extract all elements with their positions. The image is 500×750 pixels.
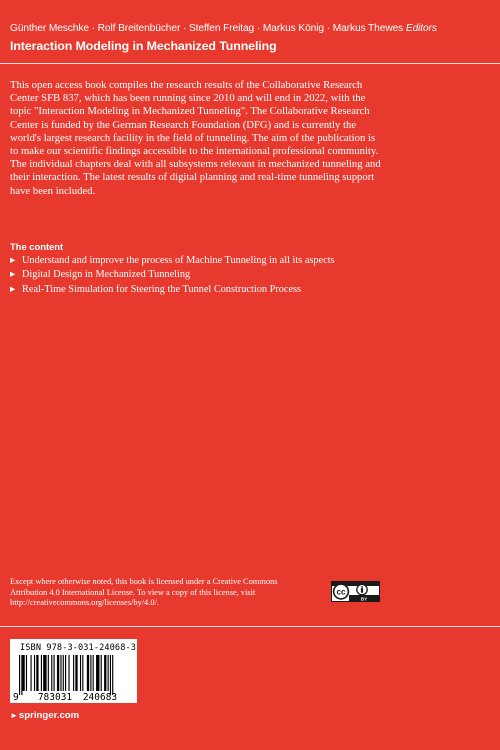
bottom-divider — [0, 626, 500, 627]
barcode-bar — [21, 655, 22, 695]
barcode-bar — [108, 655, 109, 691]
barcode-bar — [80, 655, 81, 691]
barcode-graphic — [10, 639, 137, 703]
barcode-bar — [31, 655, 32, 691]
content-heading: The content — [10, 241, 64, 252]
book-title: Interaction Modeling in Mechanized Tunneling — [10, 39, 277, 53]
editors-role: Editors — [405, 23, 437, 34]
barcode-bar — [57, 655, 59, 691]
cc-by-license-graphic — [332, 582, 379, 601]
content-list-item — [10, 254, 430, 268]
barcode-bar — [51, 655, 52, 691]
content-item-text: Real-Time Simulation for Steering the Tunnel Construction Process — [22, 283, 302, 295]
bullet-icon: ▸ — [10, 269, 16, 281]
barcode-bar — [110, 655, 111, 695]
cc-letters: cc — [336, 587, 346, 597]
barcode-bar — [43, 655, 46, 691]
content-list-item — [10, 268, 430, 282]
barcode-bar — [73, 655, 74, 691]
barcode-bar — [41, 655, 42, 691]
content-item-text: Understand and improve the process of Machine Tunneling in all its aspects — [22, 255, 335, 266]
editors-names: Günther Meschke · Rolf Breitenbücher · Steffen Freitag · Markus König · Markus Thewes — [10, 23, 404, 34]
barcode-bar — [65, 655, 66, 691]
barcode-bar — [26, 655, 27, 691]
isbn-label: ISBN 978-3-031-24068-3 — [20, 643, 137, 653]
barcode-bar — [68, 655, 69, 691]
content-item-text: Digital Design in Mechanized Tunneling — [22, 269, 191, 281]
book-abstract: This open access book compiles the research results of the Collaborative Research Center SFB 837, which has been running since 2010 and will end in 2022, with the topic "Interaction Modeling in Mechanized Tunneling". The Collaborative Research Center is funded by the German Research Foundation (DFG) and is currently the world's largest research facility in the field of tunneling. The aim of the publication is to make our scientific findings accessible to the international professional community. The individual chapters deal with all subsystems relevant in mechanized tunneling and their interaction. The latest results of digital planning and real-time tunneling support have been included. — [10, 79, 381, 197]
license-notice: Except where otherwise noted, this book is licensed under a Creative Commons Attribution 4.0 International License. To view a copy of this license, visit http://creativecommons.org/licenses/by/4.0/. — [10, 577, 278, 608]
publisher-name: springer.com — [18, 710, 80, 721]
barcode-bar — [112, 655, 113, 695]
barcode-digits-group1: 783031 — [37, 692, 73, 703]
barcode-bar — [60, 655, 61, 691]
barcode-bar — [48, 655, 49, 691]
top-divider — [0, 63, 500, 64]
content-list-item — [10, 283, 430, 297]
barcode-digit-first: 9 — [13, 692, 19, 703]
barcode-bar — [96, 655, 99, 691]
editors-line — [10, 23, 437, 34]
bullet-icon: ▸ — [10, 283, 16, 295]
barcode-bar — [82, 655, 83, 691]
by-letters: BY — [360, 596, 368, 601]
barcode-bar — [104, 655, 106, 691]
barcode-bar — [63, 655, 64, 691]
bullet-icon: ▸ — [10, 255, 16, 266]
barcode-bar — [87, 655, 89, 691]
barcode-bar — [90, 655, 91, 691]
barcode-digits-group2: 240683 — [82, 692, 118, 703]
content-list — [10, 254, 430, 297]
barcode-bar — [101, 655, 102, 691]
cc-by-license-icon — [331, 581, 380, 602]
barcode-bar — [54, 655, 55, 691]
isbn-barcode — [10, 639, 137, 703]
barcode-bar — [36, 655, 38, 691]
publisher-link[interactable] — [10, 710, 79, 721]
barcode-bar — [22, 655, 24, 691]
barcode-bar — [93, 655, 94, 691]
barcode-bar — [34, 655, 35, 691]
barcode-bar — [75, 655, 77, 691]
barcode-bar — [19, 655, 20, 695]
arrow-right-icon: ► — [10, 711, 18, 720]
